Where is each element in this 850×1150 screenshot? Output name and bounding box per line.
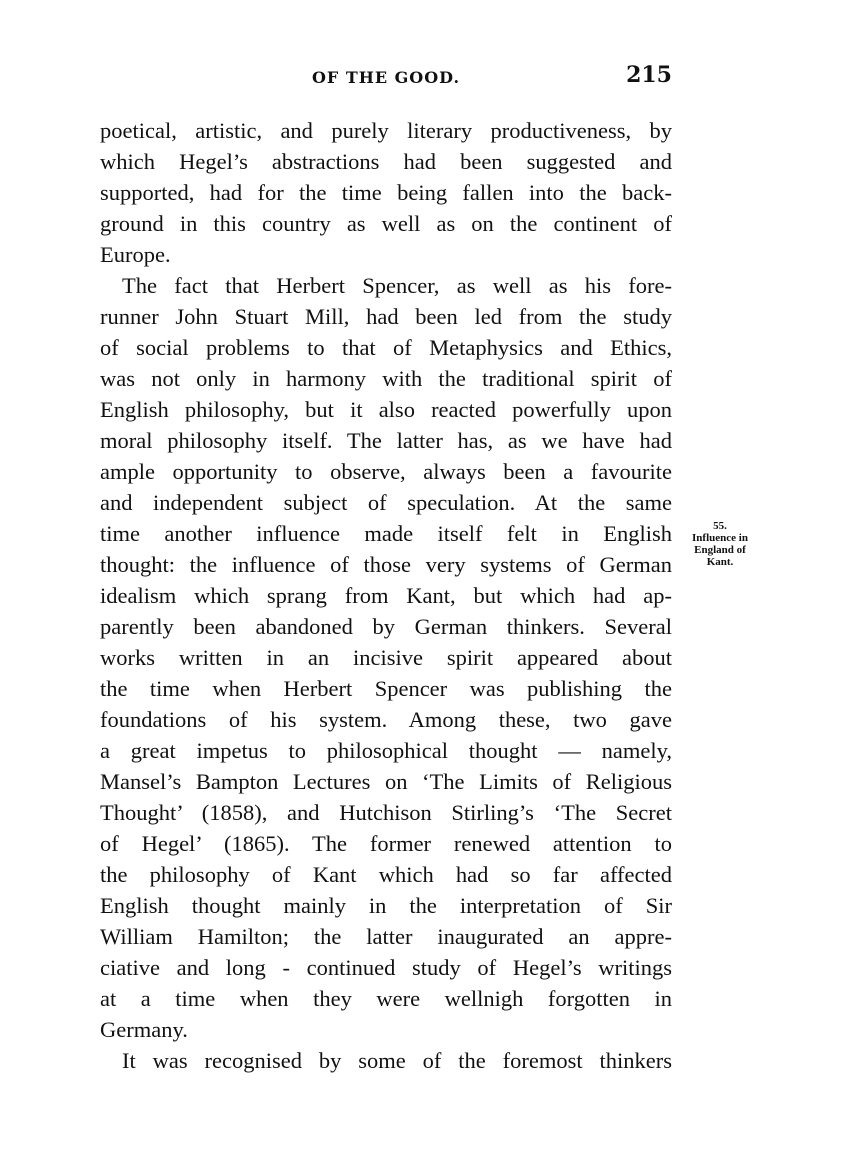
marginal-note-line: Kant. (706, 556, 734, 568)
text-line: thought: the influence of those very systems of German (100, 552, 672, 577)
text-line: English philosophy, but it also reacted powerfully upon (100, 397, 672, 422)
text-line: Thought’ (1858), and Hutchison Stirling’s ‘The Secret (100, 800, 672, 825)
page-number: 215 (626, 62, 672, 88)
text-line: time another influence made itself felt in English (100, 521, 672, 546)
marginal-note-line: Influence in (692, 532, 748, 544)
text-line: Germany. (100, 1017, 188, 1042)
text-line: was not only in harmony with the traditional spirit of (100, 366, 672, 391)
text-line: parently been abandoned by German thinkers. Several (100, 614, 672, 639)
text-line: ciative and long - continued study of Hegel’s writings (100, 955, 672, 980)
text-line: ground in this country as well as on the continent of (100, 211, 672, 236)
text-line: which Hegel’s abstractions had been suggested and (100, 149, 672, 174)
marginal-note-number: 55. (713, 520, 727, 532)
text-line: supported, had for the time being fallen into the back- (100, 180, 672, 205)
text-line: poetical, artistic, and purely literary productiveness, by (100, 118, 672, 143)
text-line: William Hamilton; the latter inaugurated an appre- (100, 924, 672, 949)
text-line: the time when Herbert Spencer was publishing the (100, 676, 672, 701)
body-text (100, 115, 672, 1076)
text-line: idealism which sprang from Kant, but which had ap- (100, 583, 672, 608)
text-line: The fact that Herbert Spencer, as well as his fore- (122, 273, 672, 298)
text-line: It was recognised by some of the foremost thinkers (122, 1048, 672, 1073)
text-line: Mansel’s Bampton Lectures on ‘The Limits of Religious (100, 769, 672, 794)
text-line: Europe. (100, 242, 171, 267)
text-line: a great impetus to philosophical thought — namely, (100, 738, 672, 763)
text-line: at a time when they were wellnigh forgotten in (100, 986, 672, 1011)
text-line: of Hegel’ (1865). The former renewed attention to (100, 831, 672, 856)
marginal-note (680, 520, 760, 568)
text-line: foundations of his system. Among these, two gave (100, 707, 672, 732)
text-line: runner John Stuart Mill, had been led from the study (100, 304, 672, 329)
running-title: OF THE GOOD. (311, 68, 461, 87)
text-line: English thought mainly in the interpretation of Sir (100, 893, 672, 918)
text-line: moral philosophy itself. The latter has, as we have had (100, 428, 672, 453)
text-line: and independent subject of speculation. At the same (100, 490, 672, 515)
text-line: works written in an incisive spirit appeared about (100, 645, 672, 670)
marginal-note-line: England of (694, 544, 746, 556)
text-line: ample opportunity to observe, always been a favourite (100, 459, 672, 484)
text-line: the philosophy of Kant which had so far affected (100, 862, 672, 887)
text-line: of social problems to that of Metaphysics and Ethics, (100, 335, 672, 360)
running-head (100, 62, 672, 92)
